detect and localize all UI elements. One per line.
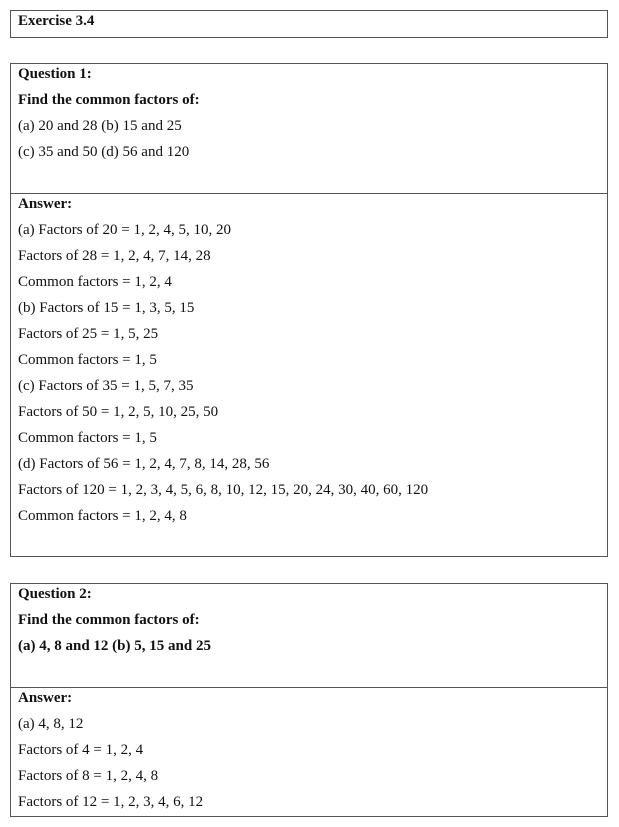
exercise-title: Exercise 3.4 [18, 13, 95, 29]
answer-1-line: Common factors = 1, 5 [18, 352, 157, 368]
question-answer-divider [11, 687, 607, 688]
answer-2-line: Factors of 4 = 1, 2, 4 [18, 742, 144, 758]
answer-1-line: (b) Factors of 15 = 1, 3, 5, 15 [18, 300, 195, 316]
answer-1-line: Common factors = 1, 2, 4 [18, 274, 172, 290]
exercise-header-box [10, 10, 608, 38]
answer-1-line: (a) Factors of 20 = 1, 2, 4, 5, 10, 20 [18, 222, 232, 238]
question-1-box [10, 63, 608, 557]
answer-1-line: Factors of 25 = 1, 5, 25 [18, 326, 159, 342]
answer-1-line: (c) Factors of 35 = 1, 5, 7, 35 [18, 378, 194, 394]
question-1-prompt: Find the common factors of: [18, 92, 200, 108]
answer-2-line: (a) 4, 8, 12 [18, 716, 84, 732]
answer-2-line: Factors of 12 = 1, 2, 3, 4, 6, 12 [18, 794, 204, 810]
question-1-part-line: (c) 35 and 50 (d) 56 and 120 [18, 144, 190, 160]
answer-1-line: Factors of 50 = 1, 2, 5, 10, 25, 50 [18, 404, 219, 420]
answer-2-line: Factors of 8 = 1, 2, 4, 8 [18, 768, 159, 784]
answer-1-line: Factors of 28 = 1, 2, 4, 7, 14, 28 [18, 248, 211, 264]
question-2-box [10, 583, 608, 817]
question-2-prompt: Find the common factors of: [18, 612, 200, 628]
question-2-part-line: (a) 4, 8 and 12 (b) 5, 15 and 25 [18, 638, 211, 654]
answer-2-label: Answer: [18, 690, 73, 706]
question-answer-divider [11, 193, 607, 194]
question-1-part-line: (a) 20 and 28 (b) 15 and 25 [18, 118, 182, 134]
answer-1-line: Common factors = 1, 5 [18, 430, 157, 446]
answer-1-line: Factors of 120 = 1, 2, 3, 4, 5, 6, 8, 10, 12, 15, 20, 24, 30, 40, 60, 120 [18, 482, 429, 498]
answer-1-label: Answer: [18, 196, 73, 212]
answer-1-line: (d) Factors of 56 = 1, 2, 4, 7, 8, 14, 28, 56 [18, 456, 270, 472]
question-1-label: Question 1: [18, 66, 92, 82]
question-2-label: Question 2: [18, 586, 92, 602]
answer-1-line: Common factors = 1, 2, 4, 8 [18, 508, 187, 524]
